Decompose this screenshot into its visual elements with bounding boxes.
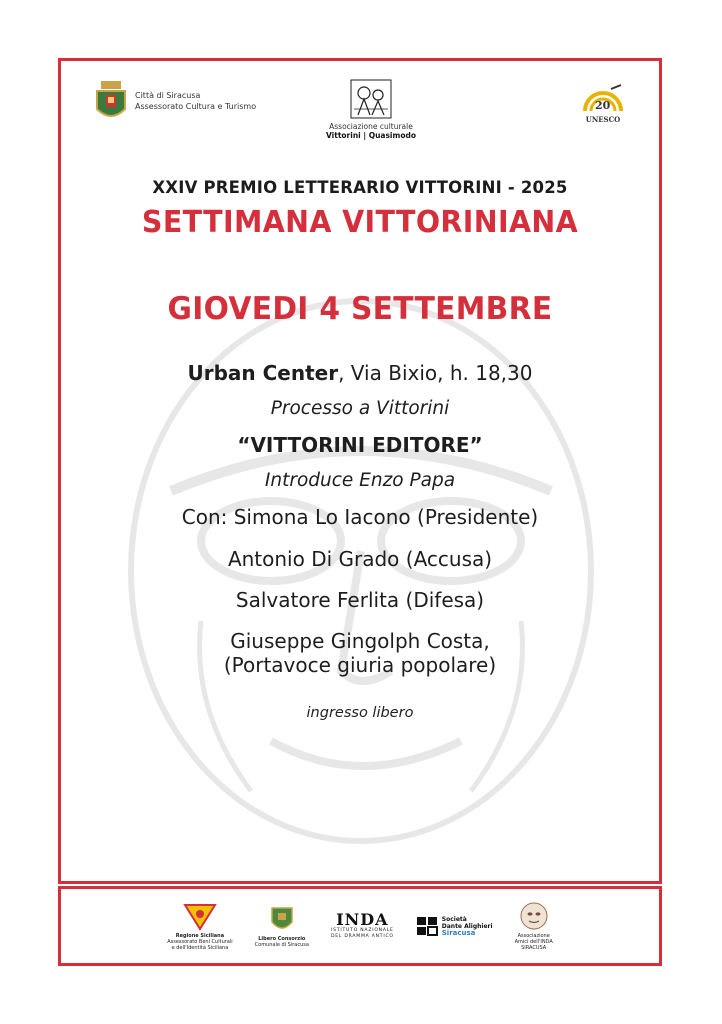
event-title: “VITTORINI EDITORE” [237, 433, 483, 457]
event-date: GIOVEDI 4 SETTEMBRE [167, 291, 553, 327]
inda-logo-text: INDA [336, 910, 389, 929]
unesco-label: UNESCO [585, 115, 621, 124]
association-name: Vittorini | Quasimodo [325, 131, 416, 140]
city-crest-icon [93, 79, 129, 123]
unesco-number: 20 [595, 99, 611, 112]
inda-sub-1: ISTITUTO NAZIONALE [331, 928, 394, 933]
regione-department-2: e dell'Identità Siciliana [171, 945, 229, 951]
sponsor-amici-inda [515, 901, 553, 951]
amici-name: Amici dell'INDA [514, 939, 553, 945]
president-line: Con: Simona Lo Iacono (Presidente) [181, 505, 539, 529]
venue-address-time: , Via Bixio, h. 18,30 [338, 361, 533, 385]
sponsor-inda [331, 912, 394, 940]
consorzio-name-2: Comunale di Siracusa [254, 942, 309, 948]
prosecution-line: Antonio Di Grado (Accusa) [227, 547, 493, 571]
dante-society: Società [441, 915, 467, 923]
sponsor-regione-siciliana [167, 901, 232, 951]
dante-mark-icon [416, 915, 438, 937]
sponsor-libero-consorzio [255, 904, 309, 948]
unesco-arc-icon [581, 83, 625, 113]
consorzio-name: Libero Consorzio [258, 936, 306, 942]
consorzio-crest-icon [268, 904, 296, 934]
sponsors-frame [58, 886, 662, 966]
jury-speaker-name: Giuseppe Gingolph Costa, [230, 629, 490, 653]
sponsor-dante-alighieri [416, 915, 493, 937]
introduction-line: Introduce Enzo Papa [264, 470, 456, 491]
event-subtitle: Processo a Vittorini [270, 398, 450, 419]
association-emblem-icon [350, 79, 392, 119]
award-title: XXIV PREMIO LETTERARIO VITTORINI - 2025 [152, 178, 568, 197]
dante-name: Dante Alighieri [441, 922, 493, 930]
poster-main-frame [58, 58, 662, 884]
defense-line: Salvatore Ferlita (Difesa) [235, 588, 485, 612]
amici-inda-mask-icon [519, 901, 549, 931]
regione-department: Assessorato Beni Culturali [167, 939, 233, 945]
venue-line [61, 361, 659, 385]
free-entry-note: ingresso libero [306, 705, 414, 721]
inda-sub-2: DEL DRAMMA ANTICO [330, 934, 394, 939]
city-name: Città di Siracusa [135, 91, 201, 100]
dante-city: Siracusa [441, 928, 476, 937]
event-details [61, 361, 659, 721]
amici-city: SIRACUSA [521, 945, 547, 951]
association-logo [311, 79, 431, 140]
trinacria-icon [183, 901, 217, 931]
venue-name: Urban Center [187, 361, 339, 385]
city-of-siracusa-logo [93, 79, 256, 123]
association-type: Associazione culturale [329, 122, 413, 131]
jury-speaker-role: (Portavoce giuria popolare) [223, 653, 497, 677]
unesco-logo [575, 83, 631, 124]
city-department: Assessorato Cultura e Turismo [135, 102, 257, 111]
week-title: SETTIMANA VITTORINIANA [141, 205, 579, 240]
amici-label: Associazione [517, 933, 550, 939]
regione-name: Regione Siciliana [175, 933, 225, 939]
sponsor-logos [61, 889, 659, 963]
